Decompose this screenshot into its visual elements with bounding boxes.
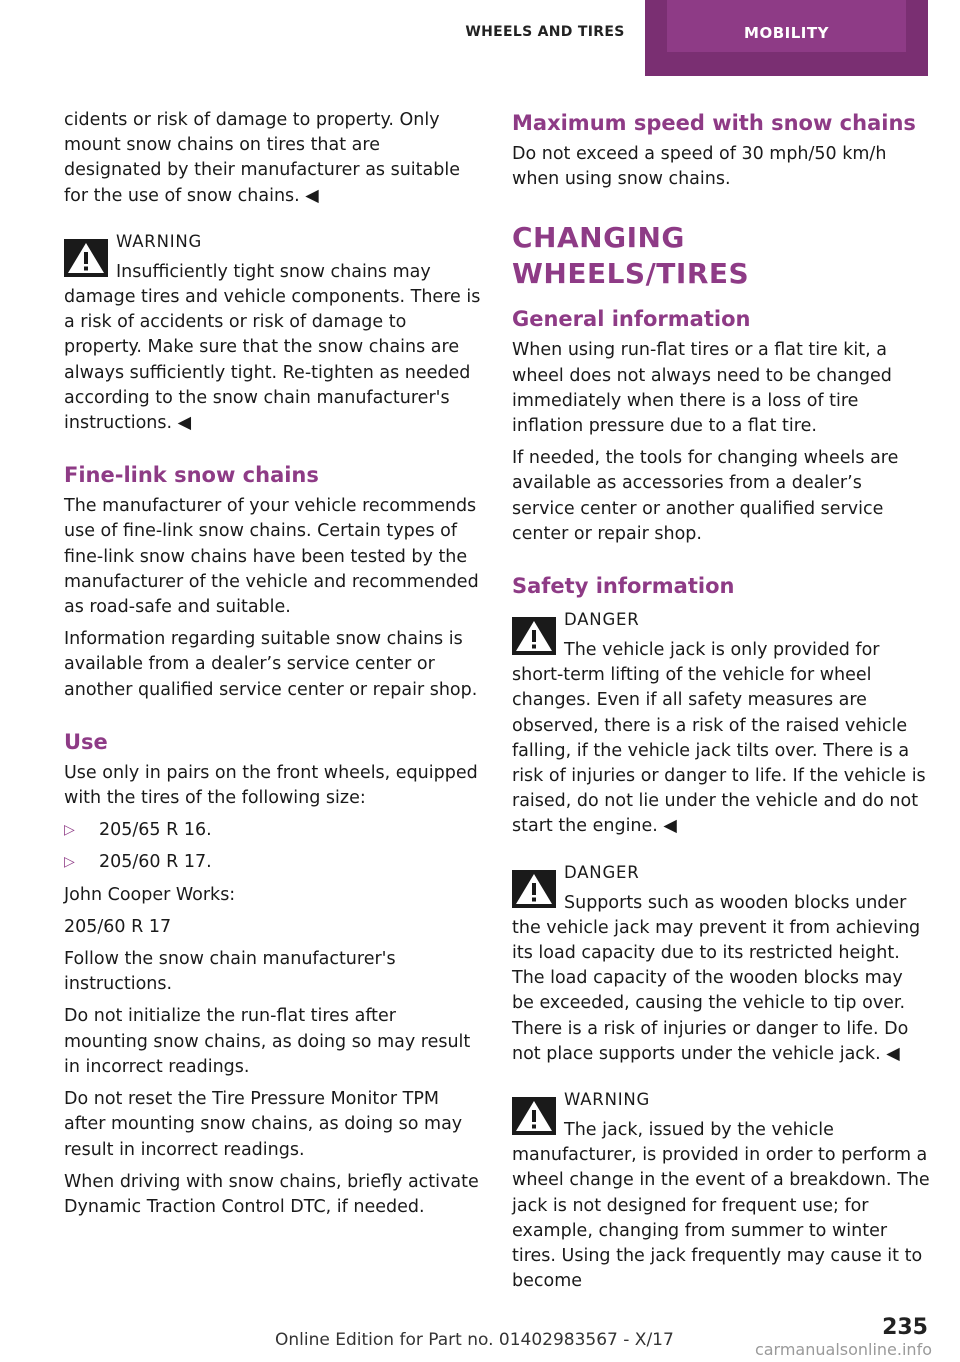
watermark: carmanualsonline.info — [754, 1340, 932, 1359]
general-info-paragraph-1: When using run-flat tires or a flat tire kit, a wheel does not always need to be changed immediately when there is a loss of tire inflation pressure due to a flat tire. — [512, 340, 892, 437]
warning-triangle-icon — [512, 617, 556, 655]
right-column — [512, 108, 930, 1302]
danger-text-1: The vehicle jack is only provided for short-term lifting of the vehicle for wheel changes. Even if all safety measures are observed, there is a risk of the raised vehicle falling, if the vehicle jack tilts over. There is a risk of injuries or danger to life. If the vehicle is raised, do not lie under the vehicle and do not start the engine. ◀ — [512, 640, 926, 837]
warning-triangle-icon — [512, 1097, 556, 1135]
chapter-tab — [645, 0, 928, 76]
list-item: ▷ 205/60 R 17. — [64, 850, 482, 875]
general-info-heading: General information — [512, 307, 751, 332]
page-number: 235 — [882, 1315, 928, 1340]
warning-triangle-icon — [512, 870, 556, 908]
jcw-label: John Cooper Works: — [64, 884, 236, 905]
warning-block-2 — [512, 1087, 930, 1294]
max-speed-text: Do not exceed a speed of 30 mph/50 km/h when using snow chains. — [512, 144, 887, 190]
use-heading: Use — [64, 729, 108, 754]
triangle-bullet-icon: ▷ — [64, 854, 75, 871]
intro-paragraph: cidents or risk of damage to property. Only mount snow chains on tires that are designated by their manufacturer as suitable for the use of snow chains. ◀ — [64, 110, 460, 206]
warning-text-2: The jack, issued by the vehicle manufacturer, is provided in order to perform a wheel change in the event of a breakdown. The jack is not designed for frequent use; for example, changing from summer to winter tires. Using the jack frequently may cause it to become — [512, 1120, 930, 1292]
jcw-size: 205/60 R 17 — [64, 916, 172, 937]
warning-title-2: WARNING — [564, 1090, 651, 1110]
section-title: WHEELS AND TIRES — [465, 24, 625, 40]
danger-title-1: DANGER — [564, 610, 640, 630]
danger-text-2: Supports such as wooden blocks under the vehicle jack may prevent it from achieving its load capacity due to its restricted height. The load capacity of the wooden blocks may be exceeded, causing the vehicle to tip over. There is a risk of injuries or danger to life. Do not place supports under the vehicle jack. ◀ — [512, 892, 921, 1064]
fine-link-paragraph-2: Information regarding suitable snow chains is available from a dealer’s service center or another qualified service center or repair shop. — [64, 629, 478, 700]
use-paragraph-3: Do not initialize the run-flat tires after mounting snow chains, as doing so may result in incorrect readings. — [64, 1006, 471, 1077]
fine-link-heading: Fine-link snow chains — [64, 463, 319, 488]
left-column — [64, 108, 482, 1227]
list-item: ▷ 205/65 R 16. — [64, 818, 482, 843]
tire-size-list — [64, 818, 482, 875]
use-paragraph-1: Use only in pairs on the front wheels, equipped with the tires of the following size: — [64, 762, 478, 809]
warning-block — [64, 229, 482, 436]
general-info-paragraph-2: If needed, the tools for changing wheels are available as accessories from a dealer’s service center or another qualified service center or repair shop. — [512, 448, 899, 544]
safety-info-heading: Safety information — [512, 574, 735, 599]
danger-block-1 — [512, 607, 930, 840]
use-paragraph-4: Do not reset the Tire Pressure Monitor TPM after mounting snow chains, as doing so may result in incorrect readings. — [64, 1089, 463, 1160]
use-paragraph-2: Follow the snow chain manufacturer's instructions. — [64, 949, 396, 995]
warning-text: Insufficiently tight snow chains may damage tires and vehicle components. There is a risk of accidents or risk of damage to property. Make sure that the snow chains are always sufficiently tight. Re-tighten as needed according to the snow chain manufacturer's instructions. ◀ — [64, 261, 481, 434]
triangle-bullet-icon: ▷ — [64, 822, 75, 839]
danger-title-2: DANGER — [564, 862, 640, 882]
use-paragraph-5: When driving with snow chains, briefly activate Dynamic Traction Control DTC, if needed. — [64, 1171, 479, 1217]
changing-wheels-heading: CHANGING WHEELS/TIRES — [512, 221, 750, 291]
fine-link-paragraph-1: The manufacturer of your vehicle recommends use of fine-link snow chains. Certain types of fine-link snow chains have been tested by the manufacturer of the vehicle and recommended as road-safe and suitable. — [64, 496, 479, 618]
max-speed-heading: Maximum speed with snow chains — [512, 111, 916, 135]
warning-title: WARNING — [116, 231, 203, 251]
danger-block-2 — [512, 860, 930, 1067]
warning-triangle-icon — [64, 239, 108, 277]
chapter-tab-label: MOBILITY — [667, 0, 906, 52]
edition-footer: Online Edition for Part no. 01402983567 - X/17 — [275, 1330, 674, 1350]
